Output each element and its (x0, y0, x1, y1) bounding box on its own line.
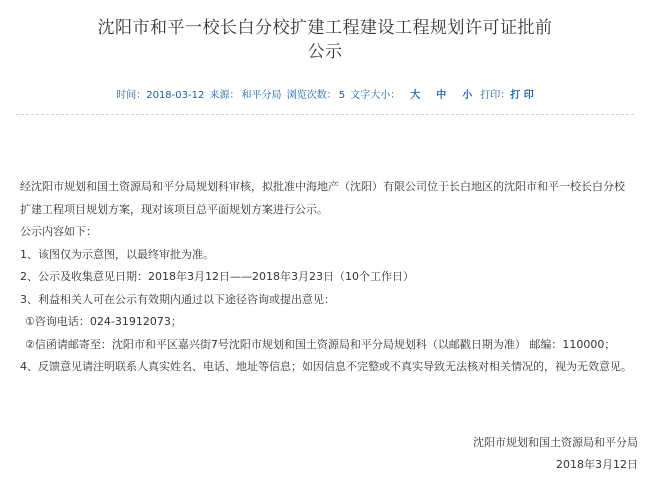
views-value: 5 (338, 90, 346, 101)
font-size-medium-button[interactable]: 中 (436, 90, 447, 101)
print-label: 打印： (480, 90, 511, 101)
meta-divider (16, 114, 634, 115)
time-label: 时间： (116, 90, 147, 101)
time-value: 2018-03-12 (146, 90, 205, 101)
notice-item-3-mail: ②信函请邮寄至：沈阳市和平区嘉兴街7号沈阳市规划和国土资源局和平分局规划科（以邮戳日期为准） 邮编：110000； (25, 337, 616, 351)
source-value: 和平分局 (241, 90, 282, 101)
notice-item-4: 4、反馈意见请注明联系人真实姓名、电话、地址等信息；如因信息不完整或不真实导致无法核对相关情况的，视为无效意见。 (20, 360, 632, 373)
signature-org: 沈阳市规划和国土资源局和平分局 (473, 436, 638, 449)
article-meta-bar (0, 86, 650, 101)
font-size-small-button[interactable]: 小 (462, 90, 473, 101)
page-title-line2: 公示 (307, 42, 343, 62)
source-label: 来源： (209, 90, 240, 101)
signature-date: 2018年3月12日 (556, 458, 638, 471)
notice-item-2: 2、公示及收集意见日期：2018年3月12日——2018年3月23日（10个工作日） (20, 270, 414, 283)
notice-item-1: 1、该图仅为示意图，以最终审批为准。 (20, 247, 214, 261)
signature-block (473, 432, 638, 476)
article-body (20, 176, 632, 379)
font-size-label: 文字大小： (350, 90, 401, 101)
font-size-large-button[interactable]: 大 (410, 90, 421, 101)
views-label: 浏览次数： (286, 90, 337, 101)
notice-item-3: 3、利益相关人可在公示有效期内通过以下途径咨询或提出意见： (20, 292, 335, 306)
notice-heading: 公示内容如下： (20, 225, 97, 238)
print-link[interactable]: 打 印 (510, 90, 534, 101)
page-title-line1: 沈阳市和平一校长白分校扩建工程建设工程规划许可证批前 (97, 18, 553, 38)
notice-item-3-phone: ①咨询电话：024-31912073； (25, 315, 182, 328)
intro-paragraph: 经沈阳市规划和国土资源局和平分局规划科审核，拟批准中海地产（沈阳）有限公司位于长白地区的沈阳市和平一校长白分校扩建工程项目规划方案，现对该项目总平面规划方案进行公示。 (20, 180, 625, 216)
page-title (0, 16, 650, 64)
